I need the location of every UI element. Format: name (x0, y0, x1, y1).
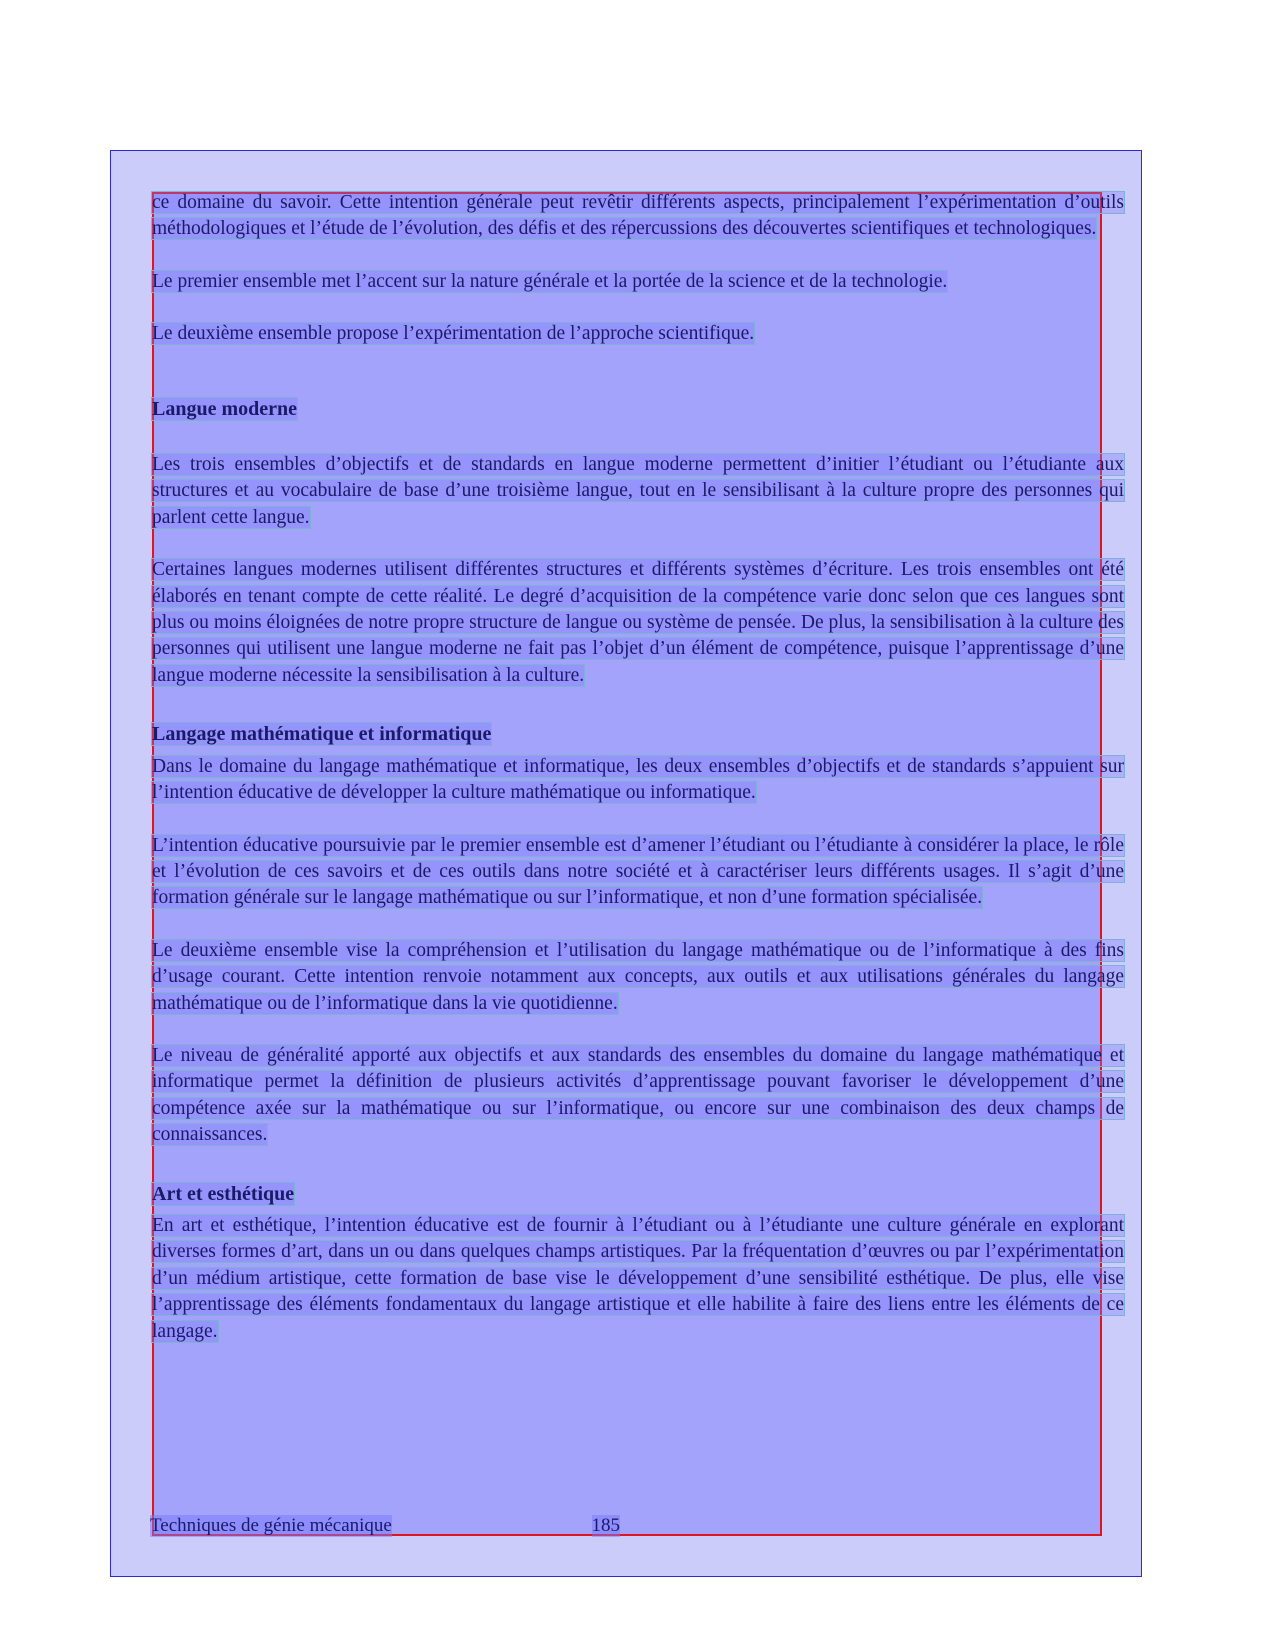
paragraph: Dans le domaine du langage mathématique et informatique, les deux ensembles d’objectifs et de standards s’appuient sur l’intention éducative de développer la culture mathématique ou informatique. (152, 755, 1124, 804)
section-heading-langue-moderne: Langue moderne (152, 397, 297, 420)
page-number: 185 (591, 1515, 620, 1536)
paragraph: Les trois ensembles d’objectifs et de standards en langue moderne permettent d’initier l’étudiant ou l’étudiante aux structures et au vocabulaire de base d’une troisième langue, tout en le sensibilisant à la culture propre des personnes qui parlent cette langue. (152, 454, 1124, 528)
section-heading-langage-mathematique: Langage mathématique et informatique (152, 723, 492, 746)
footer-title: Techniques de génie mécanique (150, 1515, 392, 1536)
section-heading-art-esthetique: Art et esthétique (152, 1182, 295, 1205)
document-body (152, 190, 1124, 1371)
paragraph: Le premier ensemble met l’accent sur la nature générale et la portée de la science et de la technologie. (152, 270, 948, 292)
paragraph: Le niveau de généralité apporté aux objectifs et aux standards des ensembles du domaine du langage mathématique et informatique permet la définition de plusieurs activités d’apprentissage pouvant favoriser le développement d’une compétence axée sur la mathématique ou sur l’informatique, ou encore sur une combinaison des deux champs de connaissances. (152, 1044, 1124, 1146)
paragraph: ce domaine du savoir. Cette intention générale peut revêtir différents aspects, principalement l’expérimentation d’outils méthodologiques et l’étude de l’évolution, des défis et des répercussions des découvertes scientifiques et technologiques. (152, 192, 1124, 240)
paragraph: Certaines langues modernes utilisent différentes structures et différents systèmes d’écriture. Les trois ensembles ont été élaborés en tenant compte de cette réalité. Le degré d’acquisition de la compétence varie donc selon que ces langues sont plus ou moins éloignées de notre propre structure de langue ou système de pensée. De plus, la sensibilisation à la culture des personnes qui utilisent une langue moderne ne fait pas l’objet d’un élément de compétence, puisque l’apprentissage d’une langue moderne nécessite la sensibilisation à la culture. (152, 559, 1124, 686)
paragraph: En art et esthétique, l’intention éducative est de fournir à l’étudiant ou à l’étudiante une culture générale en explorant diverses formes d’art, dans un ou dans quelques champs artistiques. Par la fréquentation d’œuvres ou par l’expérimentation d’un médium artistique, cette formation de base vise le développement d’une sensibilité esthétique. De plus, elle vise l’apprentissage des éléments fondamentaux du langage artistique et elle habilite à faire des liens entre les éléments de ce langage. (152, 1214, 1124, 1342)
page-footer (150, 1515, 620, 1537)
paragraph: Le deuxième ensemble vise la compréhension et l’utilisation du langage mathématique ou de l’informatique à des fins d’usage courant. Cette intention renvoie notamment aux concepts, aux outils et aux utilisations générales du langage mathématique ou de l’informatique dans la vie quotidienne. (152, 939, 1124, 1014)
paragraph: L’intention éducative poursuivie par le premier ensemble est d’amener l’étudiant ou l’étudiante à considérer la place, le rôle et l’évolution de ces savoirs et de ces outils dans notre société et à caractériser leurs différents usages. Il s’agit d’une formation générale sur le langage mathématique ou sur l’informatique, et non d’une formation spécialisée. (152, 834, 1124, 909)
paragraph: Le deuxième ensemble propose l’expérimentation de l’approche scientifique. (152, 323, 755, 345)
